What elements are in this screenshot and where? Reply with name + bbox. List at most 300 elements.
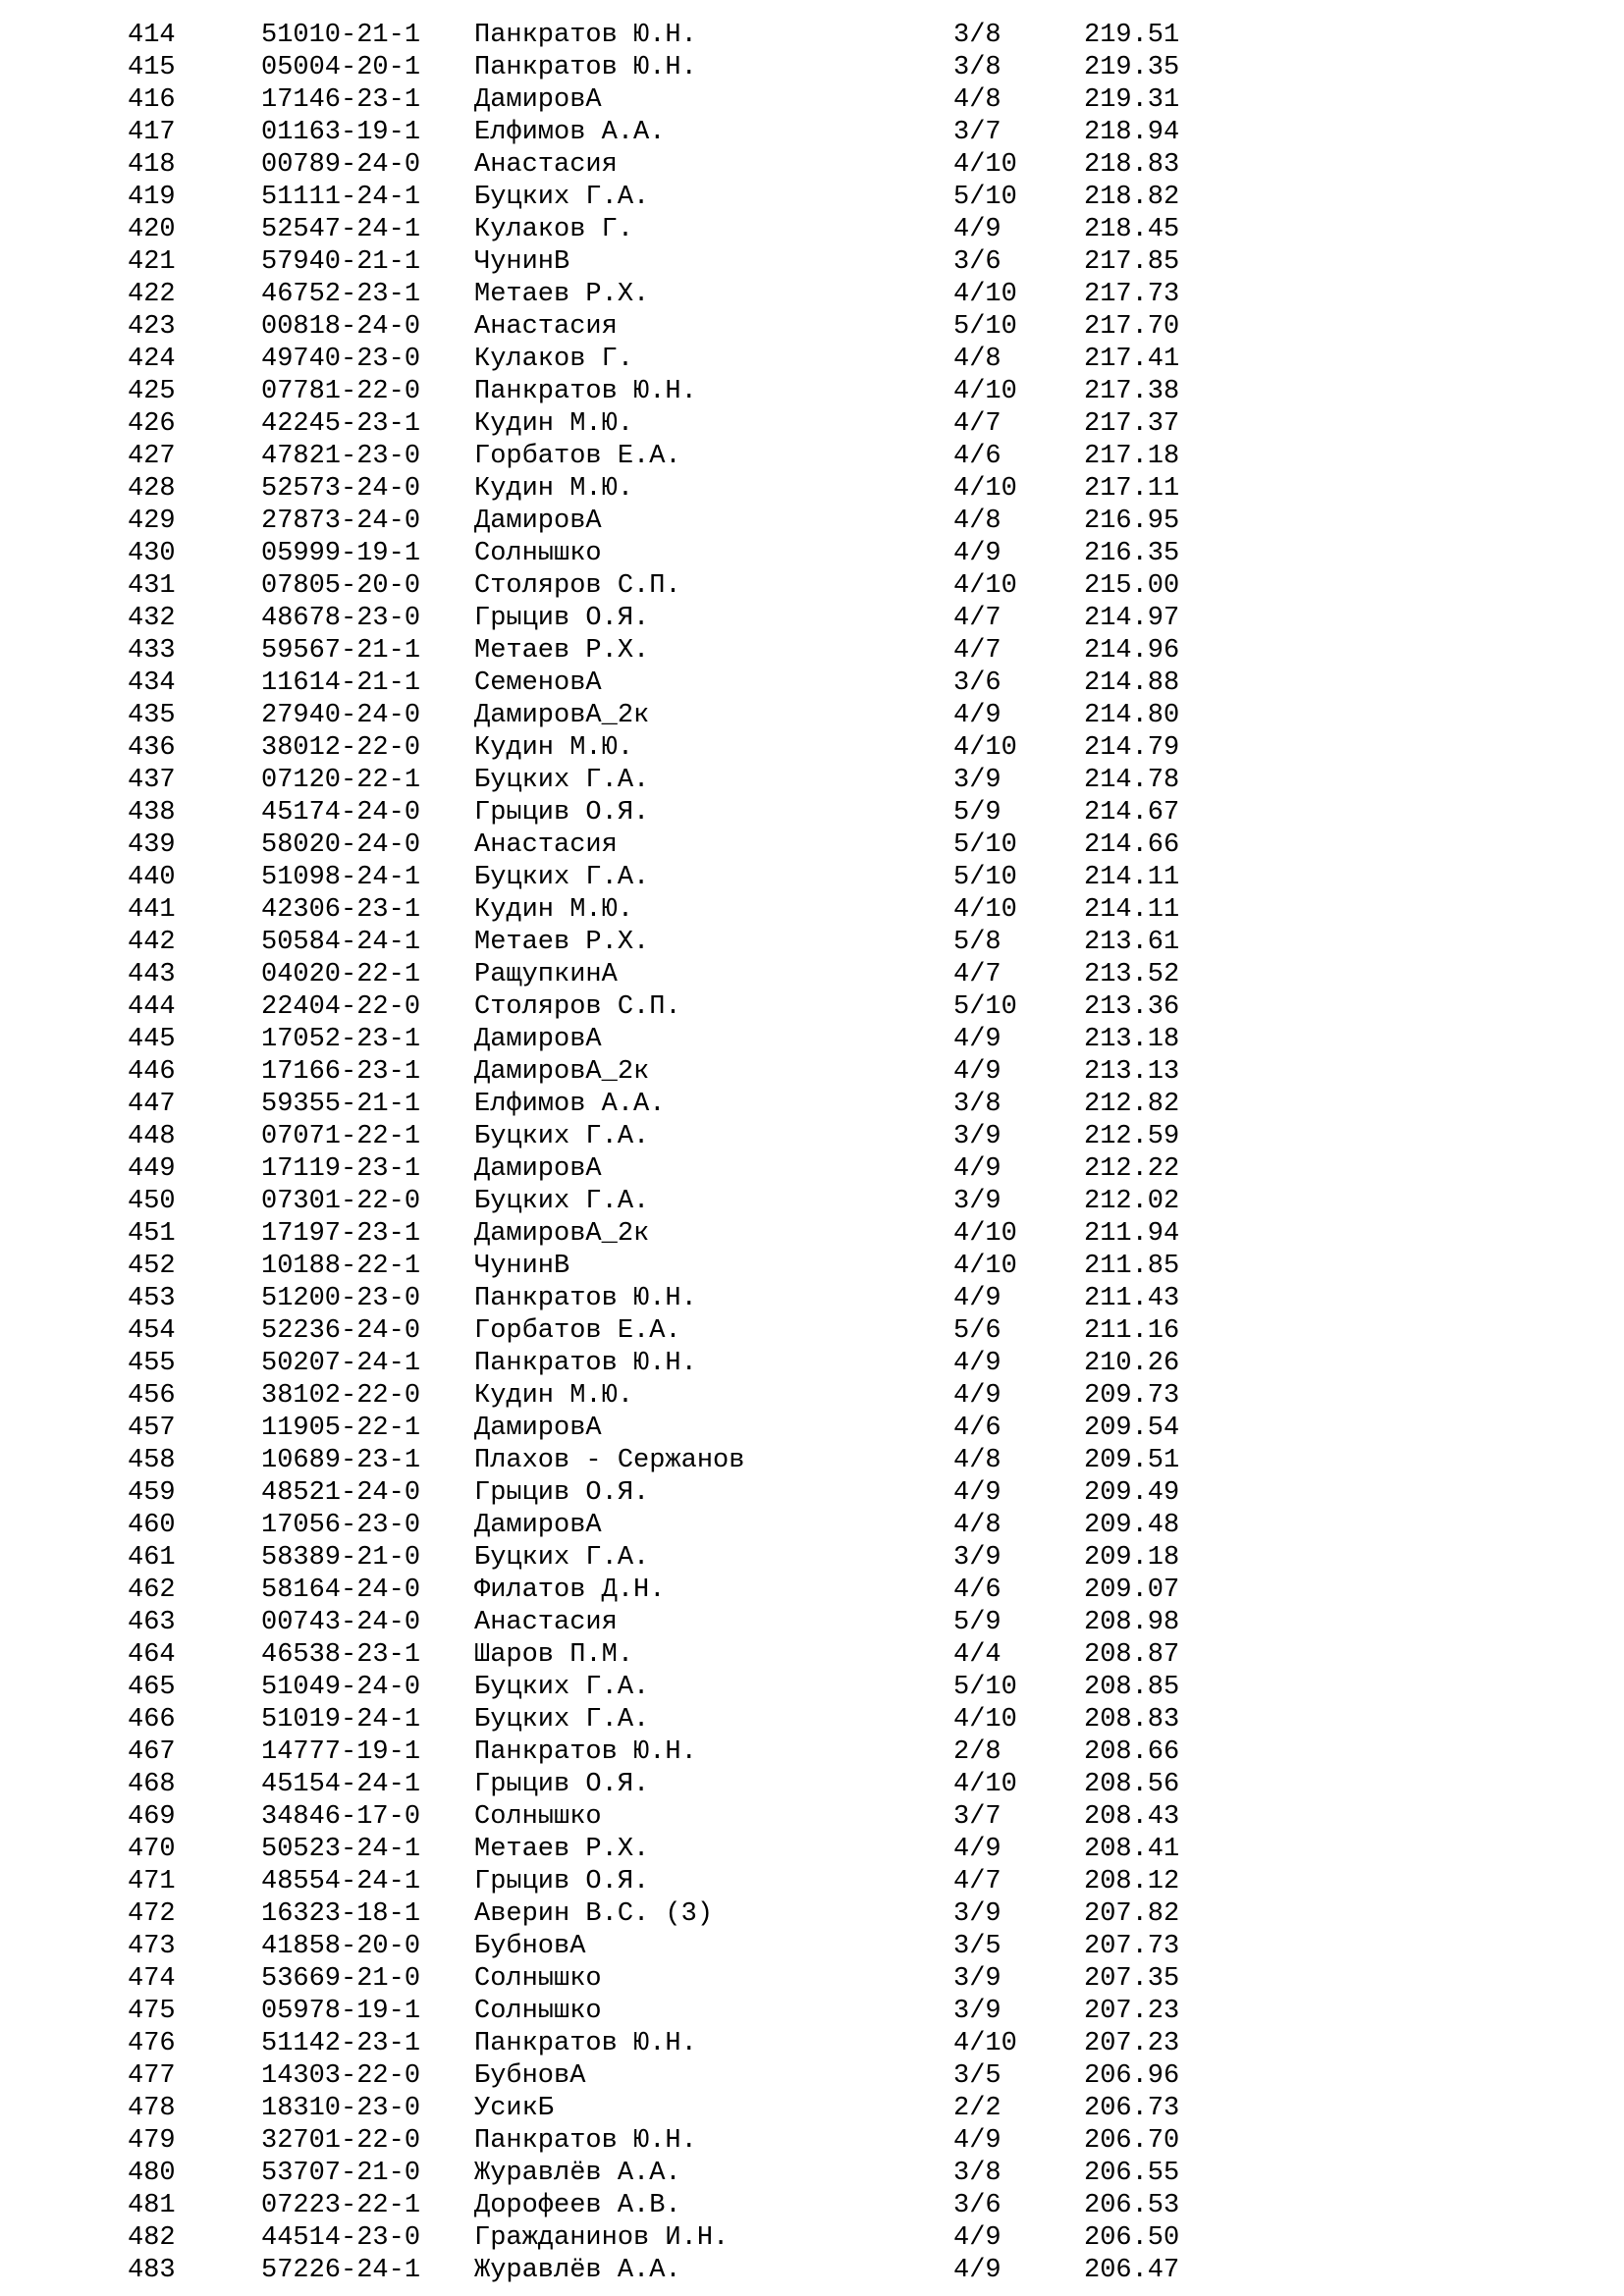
score-cell: 206.70 — [1084, 2126, 1180, 2156]
score-cell: 212.59 — [1084, 1122, 1180, 1151]
code-cell: 52573-24-0 — [261, 474, 421, 504]
code-cell: 05978-19-1 — [261, 1997, 421, 2026]
code-cell: 58020-24-0 — [261, 830, 421, 860]
table-row — [128, 1024, 1624, 1056]
name-cell: ЧунинВ — [474, 1252, 570, 1281]
code-cell: 57226-24-1 — [261, 2256, 421, 2285]
code-cell: 58389-21-0 — [261, 1543, 421, 1573]
code-cell: 17166-23-1 — [261, 1057, 421, 1087]
result-cell: 4/10 — [953, 895, 1017, 925]
name-cell: ДамировА — [474, 85, 602, 115]
result-cell: 4/9 — [953, 539, 1001, 568]
result-cell: 4/10 — [953, 377, 1017, 406]
result-cell: 5/10 — [953, 830, 1017, 860]
score-cell: 206.50 — [1084, 2223, 1180, 2253]
rank-cell: 476 — [128, 2029, 176, 2058]
score-cell: 208.56 — [1084, 1770, 1180, 1799]
score-cell: 214.80 — [1084, 701, 1180, 730]
code-cell: 52547-24-1 — [261, 215, 421, 244]
name-cell: Анастасия — [474, 150, 618, 180]
score-cell: 214.66 — [1084, 830, 1180, 860]
result-cell: 4/10 — [953, 1252, 1017, 1281]
result-cell: 4/9 — [953, 2223, 1001, 2253]
score-cell: 219.31 — [1084, 85, 1180, 115]
code-cell: 51049-24-0 — [261, 1673, 421, 1702]
rank-cell: 460 — [128, 1511, 176, 1540]
table-row — [128, 570, 1624, 603]
score-cell: 209.18 — [1084, 1543, 1180, 1573]
rank-cell: 465 — [128, 1673, 176, 1702]
code-cell: 11614-21-1 — [261, 668, 421, 698]
name-cell: ЧунинВ — [474, 247, 570, 277]
table-row — [128, 1575, 1624, 1607]
name-cell: Анастасия — [474, 830, 618, 860]
rank-cell: 419 — [128, 183, 176, 212]
table-row — [128, 344, 1624, 376]
result-cell: 4/9 — [953, 1025, 1001, 1054]
name-cell: Кудин М.Ю. — [474, 474, 634, 504]
code-cell: 58164-24-0 — [261, 1575, 421, 1605]
result-cell: 3/9 — [953, 1543, 1001, 1573]
score-cell: 211.94 — [1084, 1219, 1180, 1249]
result-cell: 4/10 — [953, 474, 1017, 504]
score-cell: 208.98 — [1084, 1608, 1180, 1637]
result-cell: 4/9 — [953, 2126, 1001, 2156]
name-cell: Буцких Г.А. — [474, 1122, 650, 1151]
code-cell: 05999-19-1 — [261, 539, 421, 568]
score-cell: 210.26 — [1084, 1349, 1180, 1378]
table-row — [128, 1413, 1624, 1445]
code-cell: 49740-23-0 — [261, 345, 421, 374]
table-row — [128, 311, 1624, 344]
score-cell: 209.49 — [1084, 1478, 1180, 1508]
table-row — [128, 52, 1624, 84]
name-cell: Кудин М.Ю. — [474, 1381, 634, 1411]
rank-cell: 479 — [128, 2126, 176, 2156]
code-cell: 52236-24-0 — [261, 1316, 421, 1346]
code-cell: 17197-23-1 — [261, 1219, 421, 1249]
code-cell: 53669-21-0 — [261, 1964, 421, 1994]
result-cell: 4/8 — [953, 345, 1001, 374]
rank-cell: 422 — [128, 280, 176, 309]
result-cell: 4/8 — [953, 1511, 1001, 1540]
result-cell: 4/7 — [953, 960, 1001, 989]
score-cell: 213.13 — [1084, 1057, 1180, 1087]
name-cell: Буцких Г.А. — [474, 1187, 650, 1216]
name-cell: Солнышко — [474, 1802, 602, 1832]
rank-cell: 462 — [128, 1575, 176, 1605]
score-cell: 213.18 — [1084, 1025, 1180, 1054]
table-row — [128, 1380, 1624, 1413]
name-cell: Буцких Г.А. — [474, 1705, 650, 1735]
table-row — [128, 2255, 1624, 2287]
name-cell: Панкратов Ю.Н. — [474, 21, 697, 50]
rank-cell: 430 — [128, 539, 176, 568]
code-cell: 14303-22-0 — [261, 2061, 421, 2091]
rank-cell: 456 — [128, 1381, 176, 1411]
result-cell: 3/9 — [953, 1997, 1001, 2026]
result-cell: 4/10 — [953, 571, 1017, 601]
name-cell: Буцких Г.А. — [474, 1543, 650, 1573]
table-row — [128, 862, 1624, 894]
rank-cell: 426 — [128, 409, 176, 439]
result-cell: 4/8 — [953, 1446, 1001, 1475]
name-cell: РащупкинА — [474, 960, 618, 989]
score-cell: 214.11 — [1084, 863, 1180, 892]
code-cell: 51200-23-0 — [261, 1284, 421, 1313]
table-row — [128, 1736, 1624, 1769]
result-cell: 4/8 — [953, 85, 1001, 115]
result-cell: 4/9 — [953, 1057, 1001, 1087]
rank-cell: 441 — [128, 895, 176, 925]
table-row — [128, 2060, 1624, 2093]
rank-cell: 461 — [128, 1543, 176, 1573]
result-cell: 3/6 — [953, 2191, 1001, 2220]
result-cell: 3/8 — [953, 2159, 1001, 2188]
name-cell: Кудин М.Ю. — [474, 733, 634, 763]
result-cell: 4/7 — [953, 604, 1001, 633]
name-cell: ДамировА — [474, 507, 602, 536]
rank-cell: 432 — [128, 604, 176, 633]
table-row — [128, 1477, 1624, 1510]
result-cell: 3/7 — [953, 1802, 1001, 1832]
code-cell: 00789-24-0 — [261, 150, 421, 180]
rank-cell: 457 — [128, 1414, 176, 1443]
name-cell: УсикБ — [474, 2094, 555, 2123]
score-cell: 217.70 — [1084, 312, 1180, 342]
score-cell: 206.55 — [1084, 2159, 1180, 2188]
table-row — [128, 84, 1624, 117]
name-cell: Аверин В.С. (3) — [474, 1899, 714, 1929]
rank-cell: 481 — [128, 2191, 176, 2220]
table-row — [128, 2093, 1624, 2125]
rank-cell: 429 — [128, 507, 176, 536]
rank-cell: 415 — [128, 53, 176, 82]
name-cell: Кудин М.Ю. — [474, 409, 634, 439]
code-cell: 07805-20-0 — [261, 571, 421, 601]
name-cell: Шаров П.М. — [474, 1640, 634, 1670]
rank-cell: 436 — [128, 733, 176, 763]
code-cell: 38012-22-0 — [261, 733, 421, 763]
rank-cell: 434 — [128, 668, 176, 698]
score-cell: 218.45 — [1084, 215, 1180, 244]
result-cell: 3/9 — [953, 1964, 1001, 1994]
table-row — [128, 1315, 1624, 1348]
rank-cell: 452 — [128, 1252, 176, 1281]
score-cell: 213.61 — [1084, 928, 1180, 957]
name-cell: БубновА — [474, 1932, 586, 1961]
table-row — [128, 1348, 1624, 1380]
name-cell: Грыцив О.Я. — [474, 1770, 650, 1799]
rank-cell: 416 — [128, 85, 176, 115]
name-cell: Горбатов Е.А. — [474, 442, 681, 471]
name-cell: Панкратов Ю.Н. — [474, 1284, 697, 1313]
name-cell: Панкратов Ю.Н. — [474, 377, 697, 406]
code-cell: 59567-21-1 — [261, 636, 421, 666]
result-cell: 4/8 — [953, 507, 1001, 536]
name-cell: Буцких Г.А. — [474, 863, 650, 892]
rank-cell: 446 — [128, 1057, 176, 1087]
table-row — [128, 2222, 1624, 2255]
code-cell: 16323-18-1 — [261, 1899, 421, 1929]
score-cell: 206.47 — [1084, 2256, 1180, 2285]
table-row — [128, 991, 1624, 1024]
name-cell: Плахов - Сержанов — [474, 1446, 745, 1475]
score-cell: 208.85 — [1084, 1673, 1180, 1702]
name-cell: Горбатов Е.А. — [474, 1316, 681, 1346]
result-cell: 4/10 — [953, 1219, 1017, 1249]
code-cell: 50523-24-1 — [261, 1835, 421, 1864]
table-row — [128, 1866, 1624, 1898]
name-cell: Дорофеев А.В. — [474, 2191, 681, 2220]
code-cell: 57940-21-1 — [261, 247, 421, 277]
table-row — [128, 732, 1624, 765]
name-cell: Столяров С.П. — [474, 992, 681, 1022]
table-row — [128, 635, 1624, 667]
result-cell: 3/5 — [953, 2061, 1001, 2091]
code-cell: 46752-23-1 — [261, 280, 421, 309]
result-cell: 3/5 — [953, 1932, 1001, 1961]
name-cell: Кулаков Г. — [474, 215, 634, 244]
table-row — [128, 700, 1624, 732]
result-cell: 4/9 — [953, 215, 1001, 244]
rank-cell: 453 — [128, 1284, 176, 1313]
name-cell: ДамировА_2к — [474, 1219, 650, 1249]
result-cell: 5/9 — [953, 798, 1001, 828]
rank-cell: 469 — [128, 1802, 176, 1832]
rank-cell: 471 — [128, 1867, 176, 1896]
name-cell: Филатов Д.Н. — [474, 1575, 666, 1605]
code-cell: 42306-23-1 — [261, 895, 421, 925]
rank-cell: 478 — [128, 2094, 176, 2123]
name-cell: Панкратов Ю.Н. — [474, 53, 697, 82]
code-cell: 01163-19-1 — [261, 118, 421, 147]
result-cell: 3/8 — [953, 21, 1001, 50]
code-cell: 05004-20-1 — [261, 53, 421, 82]
score-cell: 212.22 — [1084, 1154, 1180, 1184]
code-cell: 04020-22-1 — [261, 960, 421, 989]
code-cell: 48554-24-1 — [261, 1867, 421, 1896]
result-cell: 4/10 — [953, 2029, 1017, 2058]
score-cell: 218.94 — [1084, 118, 1180, 147]
rank-cell: 448 — [128, 1122, 176, 1151]
score-cell: 216.95 — [1084, 507, 1180, 536]
code-cell: 51098-24-1 — [261, 863, 421, 892]
code-cell: 00818-24-0 — [261, 312, 421, 342]
code-cell: 59355-21-1 — [261, 1090, 421, 1119]
result-cell: 3/8 — [953, 1090, 1001, 1119]
table-row — [128, 1218, 1624, 1251]
table-row — [128, 1186, 1624, 1218]
score-cell: 217.73 — [1084, 280, 1180, 309]
score-cell: 208.43 — [1084, 1802, 1180, 1832]
table-row — [128, 1607, 1624, 1639]
result-cell: 4/10 — [953, 280, 1017, 309]
rank-cell: 418 — [128, 150, 176, 180]
code-cell: 50207-24-1 — [261, 1349, 421, 1378]
table-row — [128, 1542, 1624, 1575]
code-cell: 17052-23-1 — [261, 1025, 421, 1054]
rank-cell: 433 — [128, 636, 176, 666]
code-cell: 27940-24-0 — [261, 701, 421, 730]
table-row — [128, 2158, 1624, 2190]
score-cell: 208.83 — [1084, 1705, 1180, 1735]
name-cell: Анастасия — [474, 312, 618, 342]
code-cell: 07223-22-1 — [261, 2191, 421, 2220]
name-cell: Солнышко — [474, 539, 602, 568]
score-cell: 209.07 — [1084, 1575, 1180, 1605]
table-row — [128, 1769, 1624, 1801]
rank-cell: 439 — [128, 830, 176, 860]
score-cell: 215.00 — [1084, 571, 1180, 601]
code-cell: 10188-22-1 — [261, 1252, 421, 1281]
score-cell: 209.51 — [1084, 1446, 1180, 1475]
code-cell: 07301-22-0 — [261, 1187, 421, 1216]
score-cell: 211.43 — [1084, 1284, 1180, 1313]
table-row — [128, 506, 1624, 538]
result-cell: 4/7 — [953, 409, 1001, 439]
table-row — [128, 1963, 1624, 1996]
name-cell: Метаев Р.Х. — [474, 928, 650, 957]
result-cell: 4/9 — [953, 1478, 1001, 1508]
rank-cell: 470 — [128, 1835, 176, 1864]
name-cell: ДамировА — [474, 1154, 602, 1184]
rank-cell: 468 — [128, 1770, 176, 1799]
rank-cell: 447 — [128, 1090, 176, 1119]
table-row — [128, 408, 1624, 441]
code-cell: 18310-23-0 — [261, 2094, 421, 2123]
table-row — [128, 797, 1624, 829]
score-cell: 207.35 — [1084, 1964, 1180, 1994]
table-row — [128, 1801, 1624, 1834]
name-cell: Метаев Р.Х. — [474, 1835, 650, 1864]
score-cell: 209.54 — [1084, 1414, 1180, 1443]
rank-cell: 483 — [128, 2256, 176, 2285]
score-cell: 219.51 — [1084, 21, 1180, 50]
result-cell: 4/10 — [953, 733, 1017, 763]
code-cell: 48678-23-0 — [261, 604, 421, 633]
name-cell: ДамировА — [474, 1025, 602, 1054]
rank-cell: 466 — [128, 1705, 176, 1735]
name-cell: Гражданинов И.Н. — [474, 2223, 730, 2253]
score-cell: 214.79 — [1084, 733, 1180, 763]
code-cell: 51142-23-1 — [261, 2029, 421, 2058]
score-cell: 207.82 — [1084, 1899, 1180, 1929]
name-cell: Солнышко — [474, 1964, 602, 1994]
code-cell: 50584-24-1 — [261, 928, 421, 957]
table-row — [128, 603, 1624, 635]
table-row — [128, 667, 1624, 700]
result-cell: 3/9 — [953, 1122, 1001, 1151]
table-row — [128, 1283, 1624, 1315]
score-cell: 211.85 — [1084, 1252, 1180, 1281]
result-cell: 4/4 — [953, 1640, 1001, 1670]
table-row — [128, 1996, 1624, 2028]
table-row — [128, 473, 1624, 506]
rank-cell: 451 — [128, 1219, 176, 1249]
table-row — [128, 829, 1624, 862]
result-cell: 3/7 — [953, 118, 1001, 147]
rank-cell: 467 — [128, 1737, 176, 1767]
name-cell: Столяров С.П. — [474, 571, 681, 601]
score-cell: 208.87 — [1084, 1640, 1180, 1670]
result-cell: 3/9 — [953, 1899, 1001, 1929]
score-cell: 214.67 — [1084, 798, 1180, 828]
rank-cell: 482 — [128, 2223, 176, 2253]
table-row — [128, 149, 1624, 182]
table-row — [128, 1672, 1624, 1704]
code-cell: 51010-21-1 — [261, 21, 421, 50]
result-cell: 4/9 — [953, 1284, 1001, 1313]
score-cell: 219.35 — [1084, 53, 1180, 82]
score-cell: 208.41 — [1084, 1835, 1180, 1864]
rank-cell: 464 — [128, 1640, 176, 1670]
name-cell: Панкратов Ю.Н. — [474, 2029, 697, 2058]
result-cell: 4/9 — [953, 1154, 1001, 1184]
table-row — [128, 2190, 1624, 2222]
table-row — [128, 1639, 1624, 1672]
score-cell: 214.97 — [1084, 604, 1180, 633]
score-cell: 217.18 — [1084, 442, 1180, 471]
rank-cell: 431 — [128, 571, 176, 601]
rank-cell: 440 — [128, 863, 176, 892]
code-cell: 46538-23-1 — [261, 1640, 421, 1670]
code-cell: 51019-24-1 — [261, 1705, 421, 1735]
result-cell: 5/10 — [953, 312, 1017, 342]
score-cell: 218.83 — [1084, 150, 1180, 180]
name-cell: Панкратов Ю.Н. — [474, 1737, 697, 1767]
rank-cell: 475 — [128, 1997, 176, 2026]
code-cell: 17056-23-0 — [261, 1511, 421, 1540]
name-cell: ДамировА_2к — [474, 1057, 650, 1087]
result-cell: 2/2 — [953, 2094, 1001, 2123]
name-cell: Елфимов А.А. — [474, 1090, 666, 1119]
code-cell: 07781-22-0 — [261, 377, 421, 406]
rank-cell: 477 — [128, 2061, 176, 2091]
code-cell: 07120-22-1 — [261, 766, 421, 795]
score-cell: 208.12 — [1084, 1867, 1180, 1896]
name-cell: Солнышко — [474, 1997, 602, 2026]
result-cell: 3/8 — [953, 53, 1001, 82]
score-cell: 207.23 — [1084, 2029, 1180, 2058]
name-cell: Панкратов Ю.Н. — [474, 2126, 697, 2156]
ranking-table — [128, 20, 1624, 2287]
name-cell: Елфимов А.А. — [474, 118, 666, 147]
rank-cell: 445 — [128, 1025, 176, 1054]
result-cell: 4/9 — [953, 701, 1001, 730]
score-cell: 212.02 — [1084, 1187, 1180, 1216]
code-cell: 48521-24-0 — [261, 1478, 421, 1508]
rank-cell: 459 — [128, 1478, 176, 1508]
name-cell: Грыцив О.Я. — [474, 798, 650, 828]
code-cell: 17119-23-1 — [261, 1154, 421, 1184]
name-cell: Анастасия — [474, 1608, 618, 1637]
name-cell: ДамировА_2к — [474, 701, 650, 730]
name-cell: Кудин М.Ю. — [474, 895, 634, 925]
table-row — [128, 538, 1624, 570]
name-cell: Буцких Г.А. — [474, 1673, 650, 1702]
table-row — [128, 279, 1624, 311]
score-cell: 208.66 — [1084, 1737, 1180, 1767]
code-cell: 45174-24-0 — [261, 798, 421, 828]
result-cell: 2/8 — [953, 1737, 1001, 1767]
score-cell: 209.48 — [1084, 1511, 1180, 1540]
score-cell: 217.38 — [1084, 377, 1180, 406]
result-cell: 4/9 — [953, 1835, 1001, 1864]
code-cell: 07071-22-1 — [261, 1122, 421, 1151]
table-row — [128, 246, 1624, 279]
rank-cell: 444 — [128, 992, 176, 1022]
